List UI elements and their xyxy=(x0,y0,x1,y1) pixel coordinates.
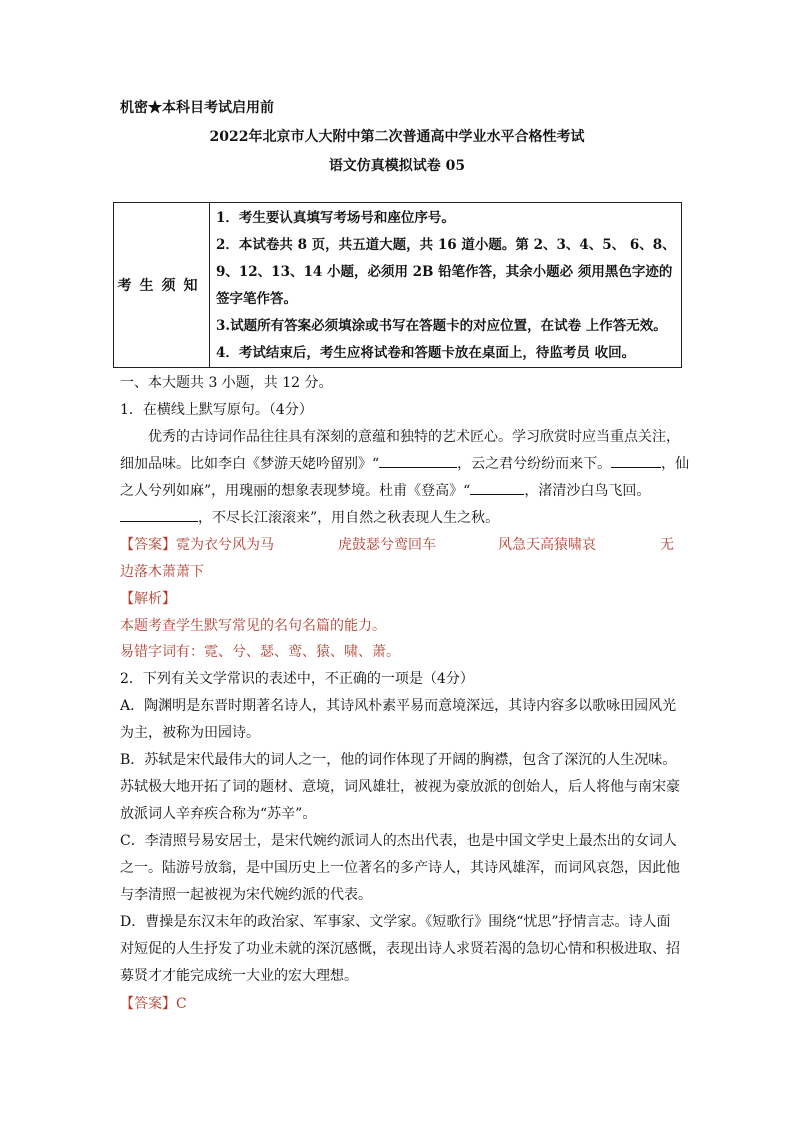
fill-blank[interactable] xyxy=(379,455,457,468)
q1-answer-4: 无 xyxy=(660,537,674,553)
q1-answer-continued: 边落木萧萧下 xyxy=(120,564,204,580)
notice-line: 1．考生要认真填写考场号和座位序号。 xyxy=(216,210,455,226)
notice-line: 3.试题所有答案必须填涂或书写在答题卡的对应位置，在试卷 上作答无效。 xyxy=(216,318,667,334)
q1-paragraph-line xyxy=(120,480,650,500)
exam-title: 2022年北京市人大附中第二次普通高中学业水平合格性考试 xyxy=(209,129,585,145)
notice-line: 9、12、13、14 小题，必须用 2B 铅笔作答，其余小题必 须用黑色字迹的 xyxy=(216,264,673,280)
option-a-line: A．陶渊明是东晋时期著名诗人，其诗风朴素平易而意境深远，其诗内容多以歌咏田园风光 xyxy=(120,698,677,714)
q1-paragraph-line xyxy=(120,453,689,473)
question-2-prompt: 2．下列有关文学常识的表述中，不正确的一项是（4分） xyxy=(120,671,474,687)
option-a-line: 为主，被称为田园诗。 xyxy=(120,725,260,741)
fill-blank[interactable] xyxy=(611,455,661,468)
q1-answer-label: 【答案】 xyxy=(120,537,176,553)
fill-blank[interactable] xyxy=(120,509,198,522)
q1-text: ，仙 xyxy=(661,456,690,472)
q1-text: 细加品味。比如李白《梦游天姥吟留别》“ xyxy=(120,456,380,472)
notice-line: 4．考试结束后，考生应将试卷和答题卡放在桌面上，待监考员 收回。 xyxy=(216,345,636,361)
q1-analysis-text: 易错字词有：霓、兮、瑟、鸾、猿、啸、萧。 xyxy=(120,644,400,660)
fill-blank[interactable] xyxy=(470,482,524,495)
q1-paragraph-line xyxy=(120,507,499,527)
option-c-line: 与李清照一起被视为宋代婉约派的代表。 xyxy=(120,887,372,903)
option-b-line: B．苏轼是宋代最伟大的词人之一，他的词作体现了开阔的胸襟，包含了深沉的人生况味。 xyxy=(120,752,677,768)
section-heading: 一、本大题共 3 小题，共 12 分。 xyxy=(120,375,333,391)
q1-text: 之人兮列如麻”，用瑰丽的想象表现梦境。杜甫《登高》“ xyxy=(120,483,471,499)
q1-text: ，云之君兮纷纷而来下。 xyxy=(457,456,612,472)
notice-line: 2．本试卷共 8 页，共五道大题，共 16 道小题。第 2、3、4、5、 6、8、 xyxy=(216,237,676,253)
confidential-label: 机密★本科目考试启用前 xyxy=(120,100,274,116)
q1-text: ，不尽长江滚滚来”，用自然之秋表现人生之秋。 xyxy=(198,510,500,526)
option-d-line: 募贤才才能完成统一大业的宏大理想。 xyxy=(120,968,358,984)
exam-subtitle: 语文仿真模拟试卷 05 xyxy=(328,158,466,174)
exam-notice-table xyxy=(113,202,682,368)
option-d-line: 对短促的人生抒发了功业未就的深沉感慨，表现出诗人求贤若渴的急切心情和积极进取、招 xyxy=(120,941,680,957)
q1-analysis-text: 本题考查学生默写常见的名句名篇的能力。 xyxy=(120,618,386,634)
notice-content xyxy=(210,203,682,368)
q2-answer-label: 【答案】 xyxy=(120,996,176,1012)
option-b-line: 苏轼极大地开拓了词的题材、意境，词风雄壮，被视为豪放派的创始人，后人将他与南宋豪 xyxy=(120,779,680,795)
notice-line: 签字笔作答。 xyxy=(216,291,297,307)
q2-answer xyxy=(120,993,187,1013)
option-d-line: D．曹操是东汉末年的政治家、军事家、文学家。《短歌行》围绕“忧思”抒情言志。诗人面 xyxy=(120,914,671,930)
question-1-prompt: 1．在横线上默写原句。（4分） xyxy=(120,402,313,418)
q1-answer-2: 虎鼓瑟兮鸾回车 xyxy=(338,537,436,553)
option-b-line: 放派词人辛弃疾合称为“苏辛”。 xyxy=(120,806,317,822)
option-c-line: 之一。陆游号放翁，是中国历史上一位著名的多产诗人，其诗风雄浑，而词风哀怨，因此他 xyxy=(120,860,680,876)
q1-answer-1: 霓为衣兮风为马 xyxy=(176,537,274,553)
q1-text: ，渚清沙白鸟飞回。 xyxy=(524,483,651,499)
q1-paragraph-line: 优秀的古诗词作品往往具有深刻的意蕴和独特的艺术匠心。学习欣赏时应当重点关注， xyxy=(148,429,680,445)
notice-label: 考生须知 xyxy=(114,203,210,368)
option-c-line: C．李清照号易安居士，是宋代婉约派词人的杰出代表，也是中国文学史上最杰出的女词人 xyxy=(120,833,677,849)
q1-analysis-label: 【解析】 xyxy=(120,591,176,607)
q2-answer-value: C xyxy=(176,996,187,1012)
q1-answer-3: 风急天高猿啸哀 xyxy=(498,537,596,553)
